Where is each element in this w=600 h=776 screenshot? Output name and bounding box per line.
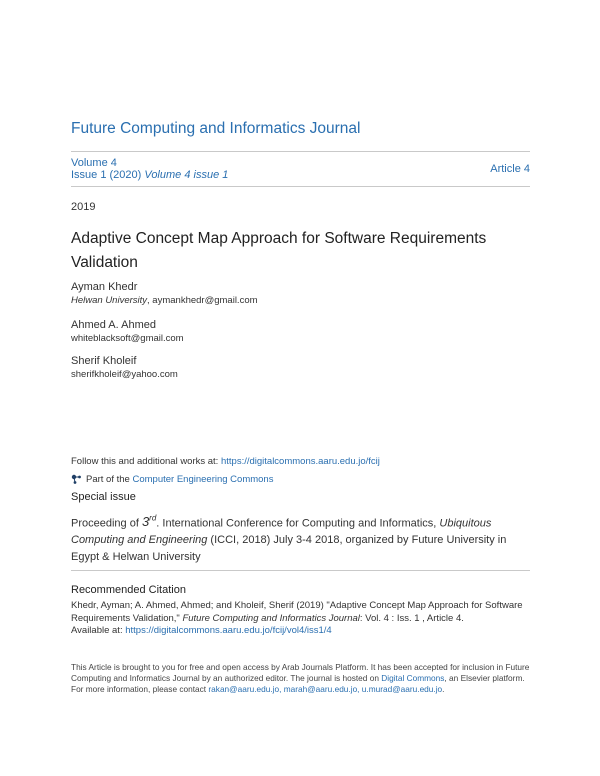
ordinal-number: 3 xyxy=(141,514,150,530)
citation-journal: Future Computing and Informatics Journal xyxy=(182,612,360,624)
digital-commons-link[interactable]: Digital Commons xyxy=(381,673,445,683)
issue-link[interactable]: Issue 1 (2020) xyxy=(71,169,142,181)
contact-emails-link[interactable]: rakan@aaru.edu.jo, marah@aaru.edu.jo, u.murad@aaru.edu.jo xyxy=(208,684,443,694)
issue-divider xyxy=(71,186,530,187)
follow-line xyxy=(71,456,380,467)
special-issue-heading: Special issue xyxy=(71,491,136,503)
citation-url-link[interactable]: https://digitalcommons.aaru.edu.jo/fcij/vol4/iss1/4 xyxy=(125,625,332,636)
author-2 xyxy=(71,319,184,344)
journal-title-link[interactable]: Future Computing and Informatics Journal xyxy=(71,120,361,137)
issue-line xyxy=(71,169,228,181)
author-email: sherifkholeif@yahoo.com xyxy=(71,369,178,380)
article-number-link[interactable]: Article 4 xyxy=(490,163,530,175)
author-1 xyxy=(71,281,258,306)
computer-engineering-commons-link[interactable]: Computer Engineering Commons xyxy=(132,474,274,485)
ordinal xyxy=(142,514,156,529)
special-italic: Ubiquitous Computing and Engineering xyxy=(71,517,492,547)
author-name: Ahmed A. Ahmed xyxy=(71,319,156,331)
footer-notice xyxy=(71,662,531,695)
footer-text-b: , an Elsevier platform. For more information, please contact xyxy=(71,673,525,694)
author-name: Ayman Khedr xyxy=(71,281,138,293)
ordinal-suffix: rd xyxy=(149,514,157,523)
special-text-b: . International Conference for Computing and Informatics, xyxy=(156,517,440,530)
author-affiliation xyxy=(71,295,258,306)
part-of-label: Part of the xyxy=(86,474,130,485)
follow-label: Follow this and additional works at: xyxy=(71,456,221,467)
special-text-a: Proceeding of xyxy=(71,517,142,530)
publication-year: 2019 xyxy=(71,201,96,213)
special-text-c: (ICCI, 2018) July 3-4 2018, organized by Future University in Egypt & Helwan University xyxy=(71,534,507,564)
citation-heading: Recommended Citation xyxy=(71,584,186,596)
author-email: whiteblacksoft@gmail.com xyxy=(71,333,184,344)
citation-text-b: : Vol. 4 : Iss. 1 , Article 4. xyxy=(359,612,464,624)
issue-italic-link[interactable]: Volume 4 issue 1 xyxy=(144,169,229,181)
citation-text-a: Khedr, Ayman; A. Ahmed, Ahmed; and Kholeif, Sherif (2019) "Adaptive Concept Map Approach for Software Requirements Validation," xyxy=(71,600,523,624)
citation-text xyxy=(71,600,531,638)
volume-issue-block xyxy=(71,157,228,181)
top-divider xyxy=(71,151,530,152)
network-commons-icon xyxy=(71,474,82,485)
footer-text-a: This Article is brought to you for free and open access by Arab Journals Platform. It has been accepted for inclusion in Future Computing and Informatics Journal by an authorized editor. The journal is hosted on xyxy=(71,662,530,683)
affiliation-name: Helwan University xyxy=(71,295,148,306)
available-label: Available at: xyxy=(71,625,126,636)
author-3 xyxy=(71,355,178,380)
follow-url-link[interactable]: https://digitalcommons.aaru.edu.jo/fcij xyxy=(220,456,380,467)
author-name: Sherif Kholeif xyxy=(71,355,137,367)
footer-text-c: . xyxy=(442,684,445,694)
part-of-line xyxy=(71,474,273,485)
citation-divider xyxy=(71,570,530,571)
special-issue-text xyxy=(71,510,531,566)
paper-title: Adaptive Concept Map Approach for Software Requirements Validation xyxy=(71,230,487,271)
author-email: , aymankhedr@gmail.com xyxy=(147,295,258,306)
volume-link[interactable]: Volume 4 xyxy=(71,157,117,169)
